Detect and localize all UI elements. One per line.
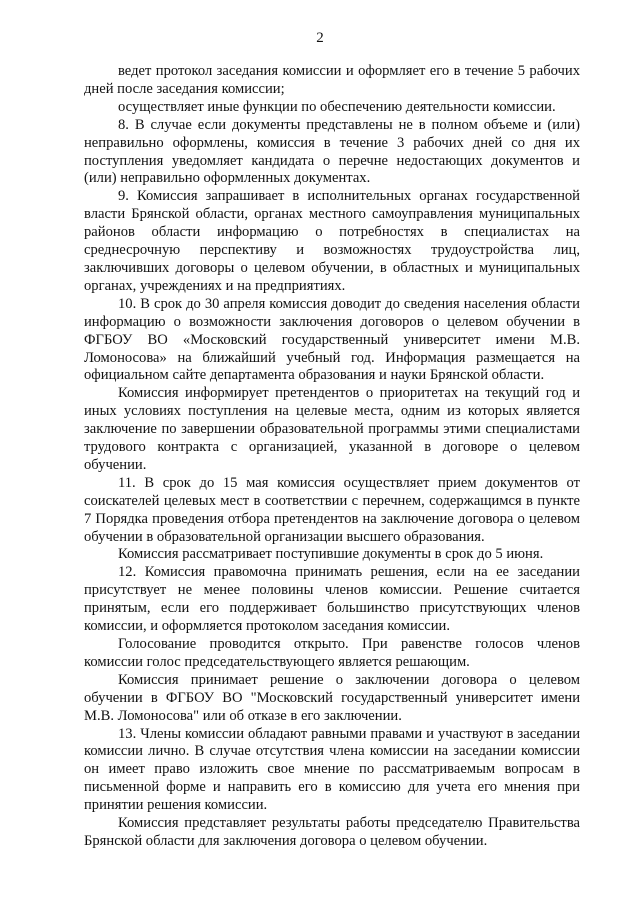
paragraph-results: Комиссия представляет результаты работы председателю Правительства Брянской области для заключения договора о целевом обучении. — [84, 815, 580, 849]
paragraph-item-13: 13. Члены комиссии обладают равными правами и участвуют в заседании комиссии лично. В случае отсутствия члена комиссии на заседании комиссии он имеет право изложить свое мнение по рассматриваемым вопросам в письменной форме и направить его в комиссию для учета его мнения при принятии решения комиссии. — [84, 725, 580, 814]
paragraph-protocol: ведет протокол заседания комиссии и оформляет его в течение 5 рабочих дней после заседания комиссии; — [84, 63, 580, 97]
paragraph-item-10: 10. В срок до 30 апреля комиссия доводит до сведения населения области информацию о возможности заключения договоров о целевом обучении в ФГБОУ ВО «Московский государственный университет имени М.В. Ломоносова» на ближайший учебный год. Информация размещается на официальном сайте департамента образования и науки Брянской области. — [84, 295, 580, 384]
page-number: 2 — [316, 30, 324, 46]
paragraph-item-11: 11. В срок до 15 мая комиссия осуществляет прием документов от соискателей целевых мест в соответствии с перечнем, содержащимся в пункте 7 Порядка проведения отбора претендентов на заключение договора о целевом обучении в образовательной организации высшего образования. — [84, 474, 580, 545]
paragraph-decision: Комиссия принимает решение о заключении договора о целевом обучении в ФГБОУ ВО "Московский государственный университет имени М.В. Ломоносова" или об отказе в его заключении. — [84, 671, 580, 724]
paragraph-voting: Голосование проводится открыто. При равенстве голосов членов комиссии голос председательствующего является решающим. — [84, 636, 580, 670]
document-body — [84, 63, 580, 851]
paragraph-informs-candidates: Комиссия информирует претендентов о приоритетах на текущий год и иных условиях поступления на целевые места, одним из которых является заключение по завершении образовательной программы этими специалистами трудового контракта с организацией, указанной в договоре о целевом обучении. — [84, 385, 580, 473]
paragraph-review-deadline: Комиссия рассматривает поступившие документы в срок до 5 июня. — [118, 546, 544, 563]
paragraph-item-8: 8. В случае если документы представлены не в полном объеме и (или) неправильно оформлены, комиссия в течение 3 рабочих дней со дня их поступления уведомляет кандидата о перечне недостающих документов и (или) неправильно оформленных документах. — [84, 116, 580, 187]
paragraph-other-functions: осуществляет иные функции по обеспечению деятельности комиссии. — [118, 98, 556, 115]
paragraph-item-12: 12. Комиссия правомочна принимать решения, если на ее заседании присутствует не менее половины членов комиссии. Решение считается принятым, если его поддерживает большинство присутствующих членов комиссии, и оформляется протоколом заседания комиссии. — [84, 564, 580, 635]
paragraph-item-9: 9. Комиссия запрашивает в исполнительных органах государственной власти Брянской области, органах местного самоуправления муниципальных районов области информацию о потребностях в специалистах на среднесрочную перспективу и возможностях трудоустройства лиц, заключивших договоры о целевом обучении, в областных и муниципальных органах, учреждениях и на предприятиях. — [84, 188, 580, 294]
